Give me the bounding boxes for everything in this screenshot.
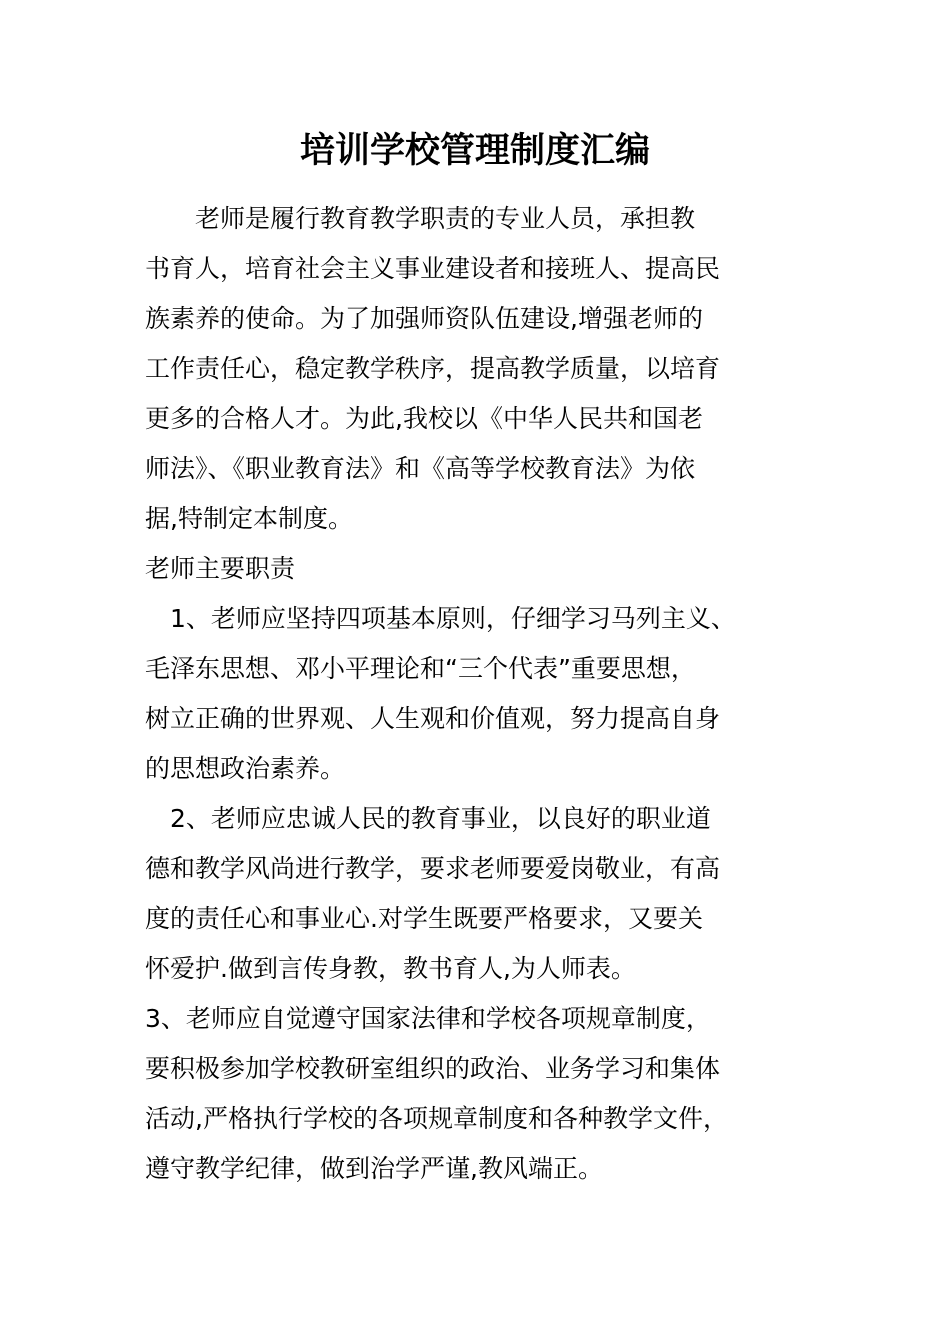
text-line: 师法》、《职业教育法》和《高等学校教育法》为依 [145, 454, 696, 483]
text-line: 老师是履行教育教学职责的专业人员，承担教 [145, 204, 696, 233]
text-line: 据,特制定本制度。 [145, 504, 353, 533]
text-line: 遵守教学纪律，做到治学严谨,教风端正。 [145, 1154, 603, 1183]
text-line: 3、老师应自觉遵守国家法律和学校各项规章制度， [145, 1004, 711, 1033]
text-line: 德和教学风尚进行教学，要求老师要爱岗敬业，有高 [145, 854, 721, 883]
document-body [145, 194, 835, 1194]
text-line: 树立正确的世界观、人生观和价值观，努力提高自身 [145, 704, 721, 733]
text-line: 更多的合格人才。为此,我校以《中华人民共和国老 [145, 404, 703, 433]
section-heading: 老师主要职责 [145, 554, 296, 583]
text-line: 毛泽东思想、邓小平理论和“三个代表”重要思想， [145, 654, 696, 683]
text-line: 的思想政治素养。 [145, 754, 346, 783]
text-line: 族素养的使命。为了加强师资队伍建设,增强老师的 [145, 304, 703, 333]
text-line: 度的责任心和事业心.对学生既要严格要求，又要关 [145, 904, 703, 933]
text-line: 1、老师应坚持四项基本原则，仔细学习马列主义、 [145, 604, 736, 633]
text-line: 活动,严格执行学校的各项规章制度和各种教学文件， [145, 1104, 728, 1133]
text-line: 工作责任心，稳定教学秩序，提高教学质量，以培育 [145, 354, 721, 383]
document-title: 培训学校管理制度汇编 [299, 130, 650, 171]
text-line: 2、老师应忠诚人民的教育事业，以良好的职业道 [145, 804, 711, 833]
text-line: 要积极参加学校教研室组织的政治、业务学习和集体 [145, 1054, 721, 1083]
text-line: 书育人，培育社会主义事业建设者和接班人、提高民 [145, 254, 721, 283]
text-line: 怀爱护.做到言传身教，教书育人,为人师表。 [145, 954, 636, 983]
